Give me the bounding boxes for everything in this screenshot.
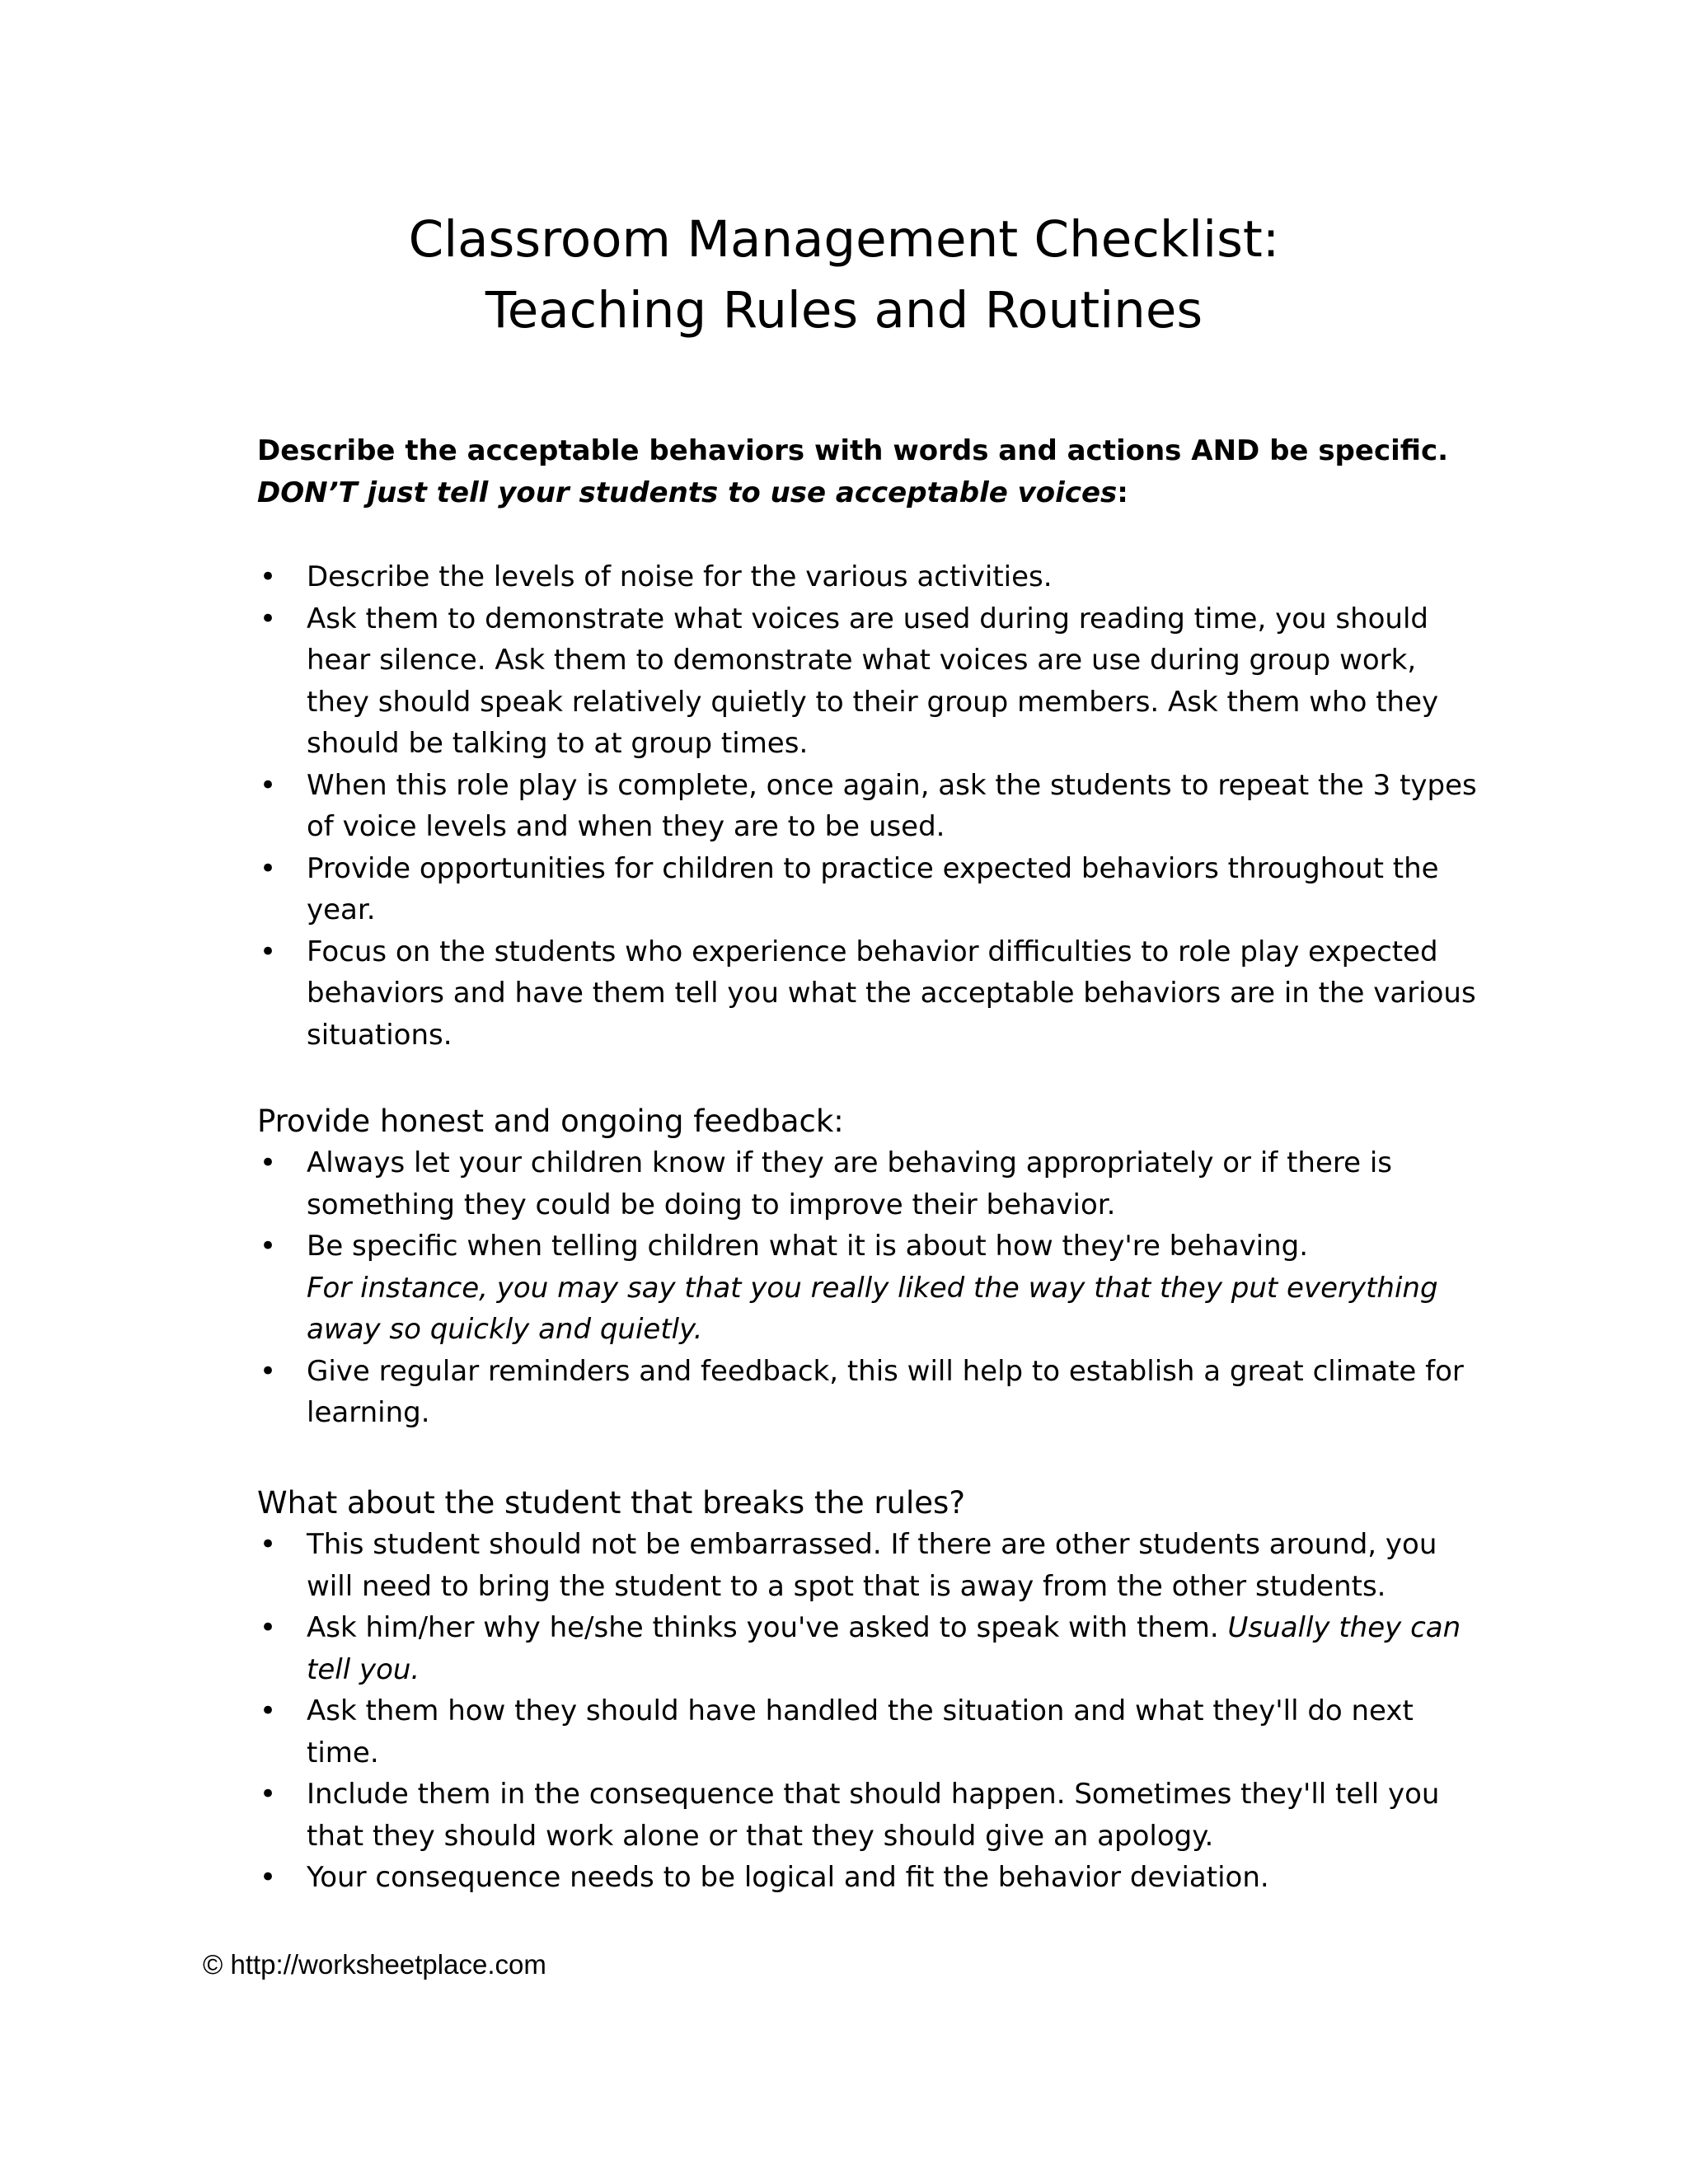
list-item	[257, 1226, 1477, 1351]
section-rule-breakers	[257, 1483, 1477, 1899]
intro-line-2-italic: DON’T just tell your students to use acceptable voices	[257, 476, 1118, 509]
list-item	[257, 1690, 1477, 1774]
rule-breakers-list	[257, 1524, 1477, 1899]
list-item-text: Include them in the consequence that should happen. Sometimes they'll tell you that they should work alone or that they should give an apology.	[307, 1778, 1440, 1853]
list-item-text: Describe the levels of noise for the various activities.	[307, 560, 1053, 593]
bullet-icon: •	[260, 851, 277, 885]
list-item-text: This student should not be embarrassed. If there are other students around, you will need to bring the student to a spot that is away from the other students.	[307, 1528, 1437, 1603]
list-item-text: Give regular reminders and feedback, this will help to establish a great climate for learning.	[307, 1354, 1464, 1429]
list-item-text: Be specific when telling children what it is about how they're behaving.	[307, 1230, 1309, 1263]
bullet-icon: •	[260, 935, 277, 968]
list-item	[257, 1857, 1477, 1899]
intro-line-1: Describe the acceptable behaviors with words and actions AND be specific.	[257, 434, 1449, 467]
bullet-icon: •	[260, 1230, 277, 1263]
intro-instructions	[257, 430, 1477, 514]
example-text: Usually they can tell you.	[307, 1611, 1461, 1686]
list-item	[257, 1774, 1477, 1857]
section-feedback	[257, 1101, 1477, 1434]
list-item	[257, 556, 1477, 598]
list-item	[257, 848, 1477, 931]
list-item	[257, 598, 1477, 765]
list-item-text: Ask him/her why he/she thinks you've asked to speak with them.	[307, 1611, 1219, 1644]
list-item-text: When this role play is complete, once again, ask the students to repeat the 3 types of voice levels and when they are to be used.	[307, 768, 1477, 843]
bullet-icon: •	[260, 1146, 277, 1179]
list-item	[257, 765, 1477, 848]
list-item	[257, 931, 1477, 1057]
intro-line-2	[257, 472, 1477, 514]
bullet-icon: •	[260, 602, 277, 635]
intro-line-2-colon: :	[1117, 476, 1128, 509]
section-heading-feedback: Provide honest and ongoing feedback:	[257, 1104, 844, 1139]
list-item-text: Always let your children know if they are behaving appropriately or if there is something they could be doing to improve their behavior.	[307, 1146, 1392, 1221]
bullet-icon: •	[260, 768, 277, 802]
list-item	[257, 1142, 1477, 1226]
list-item-text: Ask them how they should have handled the situation and what they'll do next time.	[307, 1694, 1414, 1769]
voice-levels-list	[257, 556, 1477, 1056]
feedback-list	[257, 1142, 1477, 1434]
title-line-1: Classroom Management Checklist:	[408, 210, 1280, 269]
list-item-text: Focus on the students who experience behavior difficulties to role play expected behaviors and have them tell you what the acceptable behaviors are in the various situations.	[307, 935, 1476, 1052]
title-line-2: Teaching Rules and Routines	[485, 281, 1203, 340]
list-item	[257, 1524, 1477, 1607]
list-item-text: Provide opportunities for children to practice expected behaviors throughout the year.	[307, 851, 1439, 926]
page-title	[0, 204, 1688, 346]
list-item-text: Your consequence needs to be logical and fit the behavior deviation.	[307, 1861, 1269, 1894]
bullet-icon: •	[260, 1861, 277, 1894]
list-item	[257, 1351, 1477, 1434]
bullet-icon: •	[260, 1528, 277, 1561]
bullet-icon: •	[260, 560, 277, 593]
list-item	[257, 1607, 1477, 1690]
bullet-icon: •	[260, 1354, 277, 1388]
bullet-icon: •	[260, 1778, 277, 1811]
example-text: For instance, you may say that you really liked the way that they put everything away so quickly and quietly.	[307, 1271, 1438, 1346]
bullet-icon: •	[260, 1611, 277, 1644]
section-heading-rule-breakers: What about the student that breaks the rules?	[257, 1485, 965, 1521]
section-voice-levels	[257, 556, 1477, 1056]
footer-copyright: © http://worksheetplace.com	[203, 1949, 546, 1980]
bullet-icon: •	[260, 1694, 277, 1727]
list-item-text: Ask them to demonstrate what voices are used during reading time, you should hear silence. Ask them to demonstrate what voices are use during group work, they should speak relatively quietly to their group members. Ask them who they should be talking to at group times.	[307, 602, 1439, 760]
